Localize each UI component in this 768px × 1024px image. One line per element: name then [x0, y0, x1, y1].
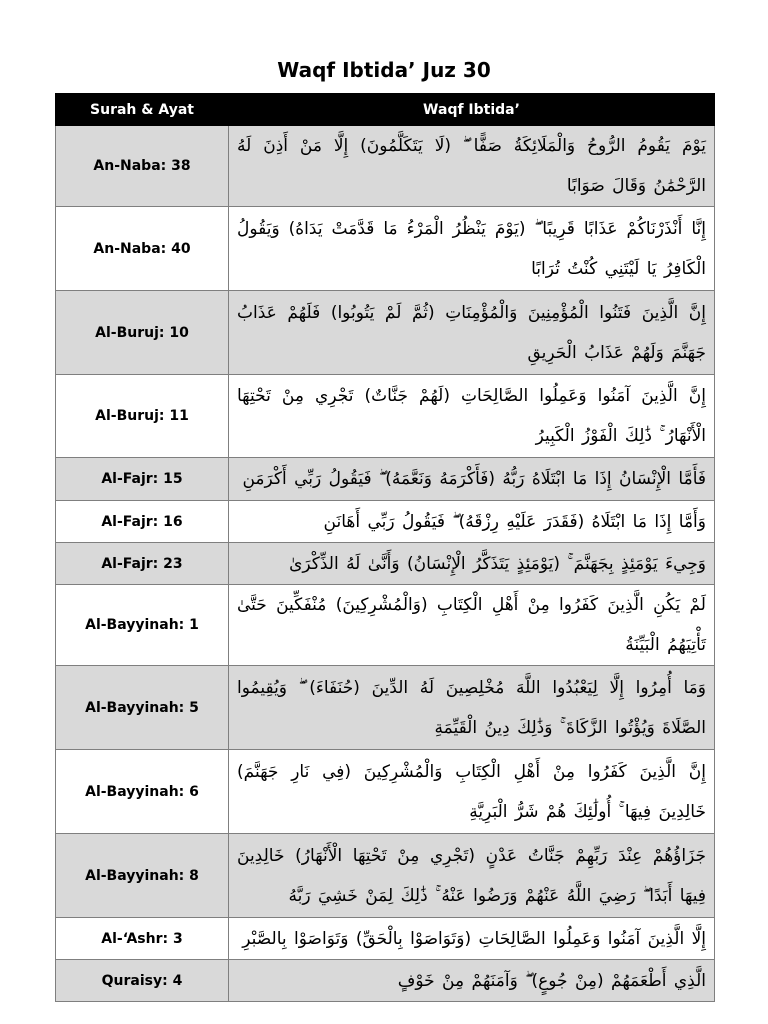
surah-ayat-cell: Al-Buruj: 11	[56, 375, 229, 458]
surah-ayat-cell: Al-Buruj: 10	[56, 291, 229, 375]
arabic-verse-cell: يَوْمَ يَقُومُ الرُّوحُ وَالْمَلَائِكَةُ صَفًّا ۖ (لَا يَتَكَلَّمُونَ) إِلَّا مَنْ أَذِنَ لَهُ الرَّحْمَٰنُ وَقَالَ صَوَابًا	[229, 126, 715, 207]
table-row	[56, 834, 715, 918]
arabic-verse-cell: إِنَّ الَّذِينَ آمَنُوا وَعَمِلُوا الصَّالِحَاتِ (لَهُمْ جَنَّاتٌ) تَجْرِي مِنْ تَحْتِهَا الْأَنْهَارُ ۚ ذَٰلِكَ الْفَوْزُ الْكَبِيرُ	[229, 375, 715, 458]
arabic-verse-cell: إِلَّا الَّذِينَ آمَنُوا وَعَمِلُوا الصَّالِحَاتِ (وَتَوَاصَوْا بِالْحَقِّ) وَتَوَاصَوْا بِالصَّبْرِ	[229, 918, 715, 960]
column-header-waqf-ibtida: Waqf Ibtida’	[229, 94, 715, 126]
table-row	[56, 501, 715, 543]
arabic-verse-cell: وَجِيءَ يَوْمَئِذٍ بِجَهَنَّمَ ۚ (يَوْمَئِذٍ يَتَذَكَّرُ الْإِنْسَانُ) وَأَنَّىٰ لَهُ الذِّكْرَىٰ	[229, 543, 715, 585]
arabic-verse-cell: لَمْ يَكُنِ الَّذِينَ كَفَرُوا مِنْ أَهْلِ الْكِتَابِ (وَالْمُشْرِكِينَ) مُنْفَكِّينَ حَتَّىٰ تَأْتِيَهُمُ الْبَيِّنَةُ	[229, 585, 715, 666]
column-header-surah-ayat: Surah & Ayat	[56, 94, 229, 126]
table-row	[56, 960, 715, 1002]
surah-ayat-cell: An-Naba: 40	[56, 207, 229, 291]
surah-ayat-cell: Al-Bayyinah: 6	[56, 750, 229, 834]
surah-ayat-cell: Al-‘Ashr: 3	[56, 918, 229, 960]
surah-ayat-cell: An-Naba: 38	[56, 126, 229, 207]
arabic-verse-cell: إِنَّا أَنْذَرْنَاكُمْ عَذَابًا قَرِيبًا ۖ (يَوْمَ يَنْظُرُ الْمَرْءُ مَا قَدَّمَتْ يَدَاهُ) وَيَقُولُ الْكَافِرُ يَا لَيْتَنِي كُنْتُ تُرَابًا	[229, 207, 715, 291]
table-header-row	[56, 94, 715, 126]
table-row	[56, 918, 715, 960]
arabic-verse-cell: فَأَمَّا الْإِنْسَانُ إِذَا مَا ابْتَلَاهُ رَبُّهُ (فَأَكْرَمَهُ وَنَعَّمَهُ) ۖ فَيَقُولُ رَبِّي أَكْرَمَنِ	[229, 458, 715, 501]
table-row	[56, 375, 715, 458]
table-row	[56, 207, 715, 291]
table-row	[56, 750, 715, 834]
table-row	[56, 291, 715, 375]
waqf-ibtida-table	[55, 93, 715, 1002]
surah-ayat-cell: Al-Fajr: 16	[56, 501, 229, 543]
arabic-verse-cell: جَزَاؤُهُمْ عِنْدَ رَبِّهِمْ جَنَّاتُ عَدْنٍ (تَجْرِي مِنْ تَحْتِهَا الْأَنْهَارُ) خَالِدِينَ فِيهَا أَبَدًا ۖ رَضِيَ اللَّهُ عَنْهُمْ وَرَضُوا عَنْهُ ۚ ذَٰلِكَ لِمَنْ خَشِيَ رَبَّهُ	[229, 834, 715, 918]
table-row	[56, 126, 715, 207]
table-row	[56, 666, 715, 750]
surah-ayat-cell: Al-Bayyinah: 1	[56, 585, 229, 666]
surah-ayat-cell: Al-Bayyinah: 5	[56, 666, 229, 750]
arabic-verse-cell: إِنَّ الَّذِينَ كَفَرُوا مِنْ أَهْلِ الْكِتَابِ وَالْمُشْرِكِينَ (فِي نَارِ جَهَنَّمَ) خَالِدِينَ فِيهَا ۚ أُولَٰئِكَ هُمْ شَرُّ الْبَرِيَّةِ	[229, 750, 715, 834]
table-row	[56, 458, 715, 501]
surah-ayat-cell: Al-Bayyinah: 8	[56, 834, 229, 918]
table-row	[56, 543, 715, 585]
arabic-verse-cell: الَّذِي أَطْعَمَهُمْ (مِنْ جُوعٍ) ۖ وَآمَنَهُمْ مِنْ خَوْفٍ	[229, 960, 715, 1002]
page-title: Waqf Ibtida’ Juz 30	[277, 58, 491, 82]
table-row	[56, 585, 715, 666]
surah-ayat-cell: Quraisy: 4	[56, 960, 229, 1002]
surah-ayat-cell: Al-Fajr: 15	[56, 458, 229, 501]
arabic-verse-cell: وَمَا أُمِرُوا إِلَّا لِيَعْبُدُوا اللَّهَ مُخْلِصِينَ لَهُ الدِّينَ (حُنَفَاءَ) ۖ وَيُقِيمُوا الصَّلَاةَ وَيُؤْتُوا الزَّكَاةَ ۚ وَذَٰلِكَ دِينُ الْقَيِّمَةِ	[229, 666, 715, 750]
surah-ayat-cell: Al-Fajr: 23	[56, 543, 229, 585]
arabic-verse-cell: وَأَمَّا إِذَا مَا ابْتَلَاهُ (فَقَدَرَ عَلَيْهِ رِزْقَهُ) ۖ فَيَقُولُ رَبِّي أَهَانَنِ	[229, 501, 715, 543]
arabic-verse-cell: إِنَّ الَّذِينَ فَتَنُوا الْمُؤْمِنِينَ وَالْمُؤْمِنَاتِ (ثُمَّ لَمْ يَتُوبُوا) فَلَهُمْ عَذَابُ جَهَنَّمَ وَلَهُمْ عَذَابُ الْحَرِيقِ	[229, 291, 715, 375]
